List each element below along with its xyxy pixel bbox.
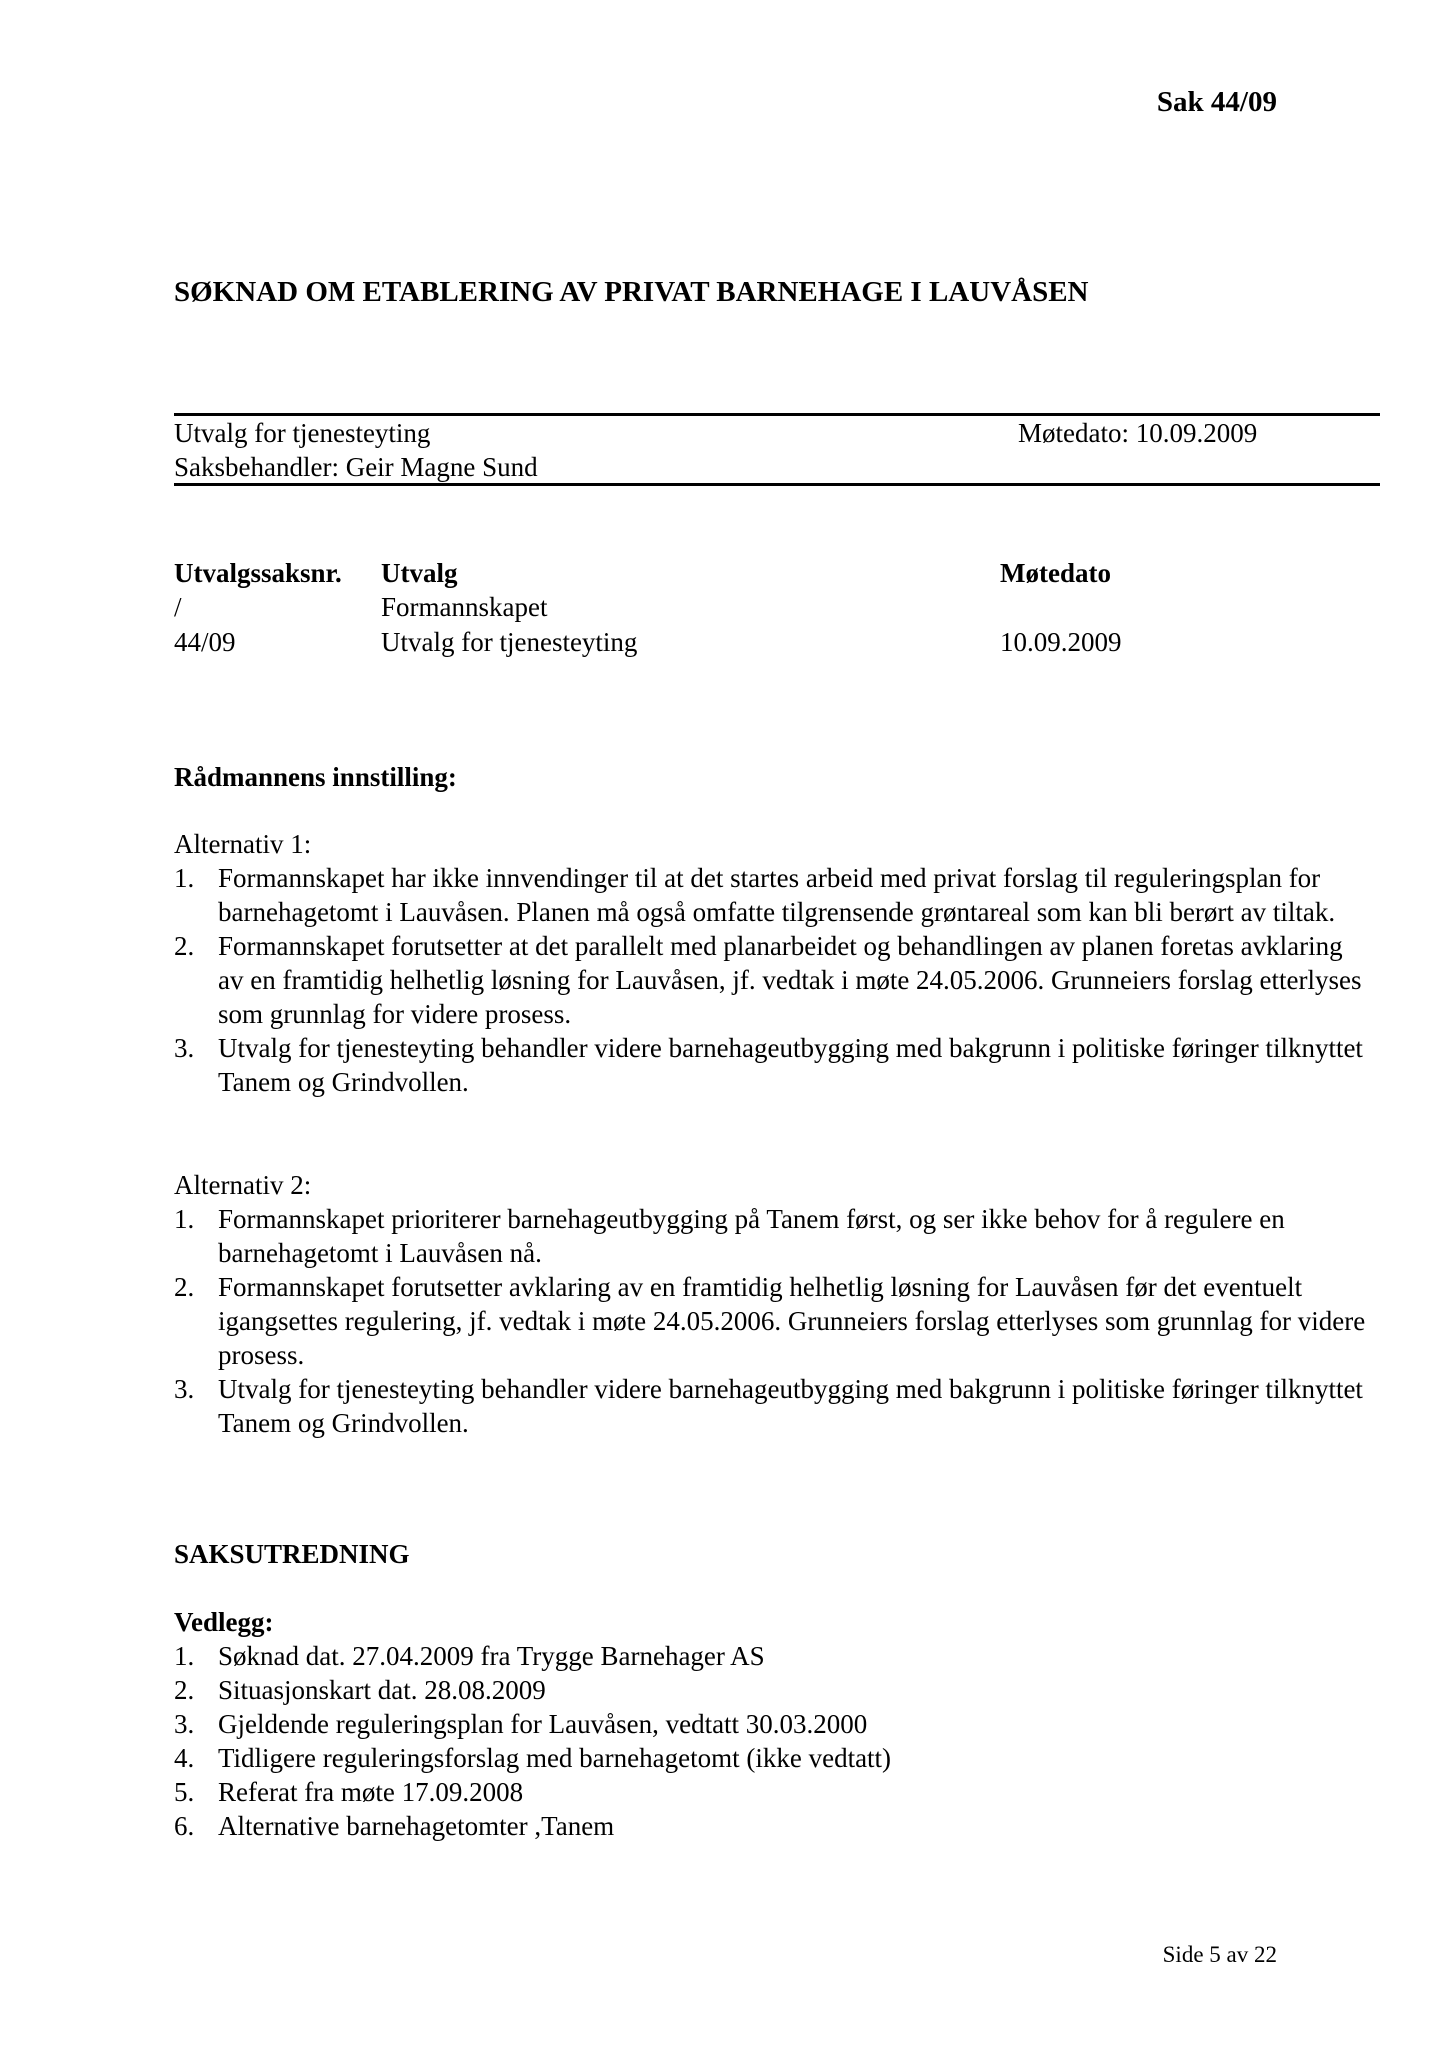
list-item: 5. Referat fra møte 17.09.2008: [174, 1777, 524, 1807]
table-cell: 44/09: [174, 627, 236, 657]
committee-name: Utvalg for tjenesteyting: [174, 418, 431, 448]
list-item: 3. Utvalg for tjenesteyting behandler videre barnehageutbygging med bakgrunn i politiske føringer tilknyttet Tanem og Grindvollen.: [174, 1374, 1363, 1438]
alternative-1-list: [174, 861, 1374, 1099]
header-meeting-date: Møtedato: [1000, 558, 1111, 588]
list-item: 2. Formannskapet forutsetter avklaring av en framtidig helhetlig løsning for Lauvåsen før det eventuelt igangsettes regulering, jf. vedtak i møte 24.05.2006. Grunneiers forslag etterlyses som grunnlag for videre prosess.: [174, 1272, 1366, 1370]
case-reference: Sak 44/09: [1156, 86, 1277, 118]
meeting-date: Møtedato: 10.09.2009: [1018, 418, 1258, 448]
list-item: 3. Utvalg for tjenesteyting behandler videre barnehageutbygging med bakgrunn i politiske føringer tilknyttet Tanem og Grindvollen.: [174, 1033, 1363, 1097]
case-officer: Saksbehandler: Geir Magne Sund: [174, 452, 538, 482]
alternative-2-list: [174, 1202, 1374, 1440]
document-title: SØKNAD OM ETABLERING AV PRIVAT BARNEHAGE I LAUVÅSEN: [174, 276, 1089, 308]
list-item: 2. Formannskapet forutsetter at det parallelt med planarbeidet og behandlingen av planen foretas avklaring av en framtidig helhetlig løsning for Lauvåsen, jf. vedtak i møte 24.05.2006. Grunneiers forslag etterlyses som grunnlag for videre prosess.: [174, 931, 1362, 1029]
list-item: 6. Alternative barnehagetomter ,Tanem: [174, 1811, 615, 1841]
attachments-list: [174, 1639, 1374, 1843]
table-cell: /: [174, 592, 182, 622]
list-item: 2. Situasjonskart dat. 28.08.2009: [174, 1675, 546, 1705]
header-case-number: Utvalgssaksnr.: [174, 558, 342, 588]
list-item: 4. Tidligere reguleringsforslag med barnehagetomt (ikke vedtatt): [174, 1743, 892, 1773]
page-number: Side 5 av 22: [1162, 1942, 1277, 1967]
table-cell: Utvalg for tjenesteyting: [381, 627, 638, 657]
alternative-2-label: Alternativ 2:: [174, 1170, 312, 1200]
bottom-rule: [174, 483, 1380, 486]
attachments-heading: Vedlegg:: [174, 1607, 274, 1637]
list-item: 1. Formannskapet har ikke innvendinger til at det startes arbeid med privat forslag til reguleringsplan for barnehagetomt i Lauvåsen. Planen må også omfatte tilgrensende grøntareal som kan bli berørt av tiltak.: [174, 863, 1336, 927]
saksutredning-heading: SAKSUTREDNING: [174, 1539, 410, 1569]
list-item: 3. Gjeldende reguleringsplan for Lauvåsen, vedtatt 30.03.2000: [174, 1709, 868, 1739]
list-item: 1. Søknad dat. 27.04.2009 fra Trygge Barnehager AS: [174, 1641, 765, 1671]
list-item: 1. Formannskapet prioriterer barnehageutbygging på Tanem først, og ser ikke behov for å regulere en barnehagetomt i Lauvåsen nå.: [174, 1204, 1285, 1268]
table-cell: Formannskapet: [381, 592, 548, 622]
alternative-1-label: Alternativ 1:: [174, 829, 312, 859]
header-committee: Utvalg: [381, 558, 458, 588]
recommendation-heading: Rådmannens innstilling:: [174, 762, 457, 792]
table-cell: 10.09.2009: [1000, 627, 1122, 657]
